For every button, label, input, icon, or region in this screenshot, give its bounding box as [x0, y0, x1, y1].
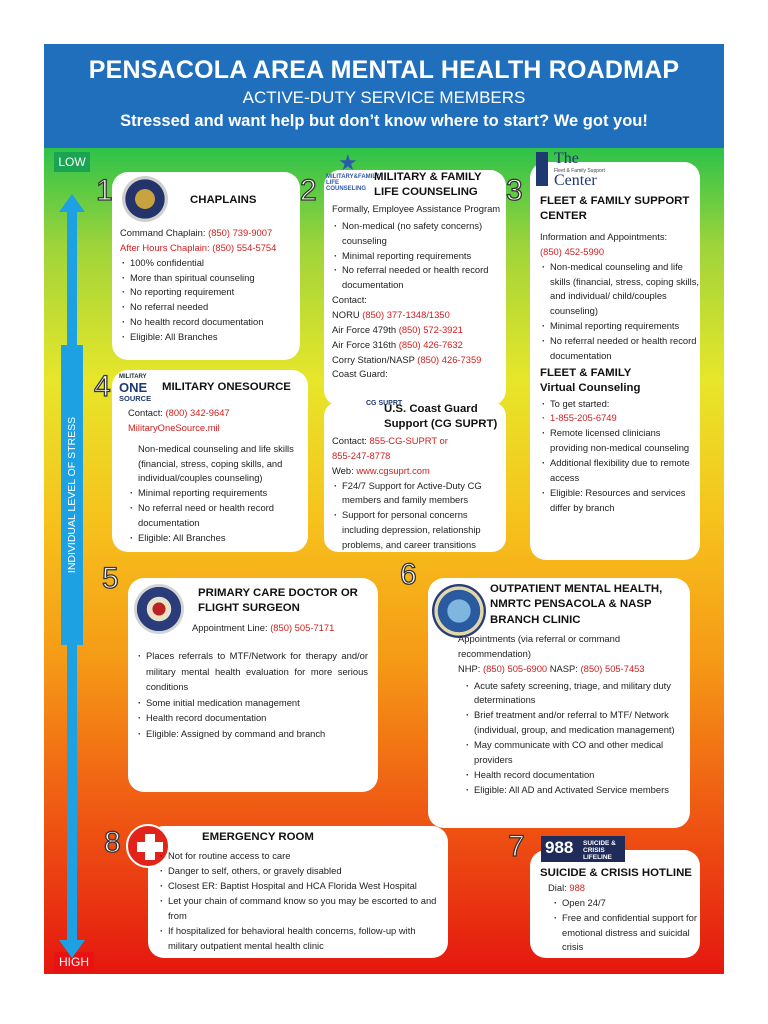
low-tag: LOW [54, 152, 90, 172]
high-tag: HIGH [54, 952, 94, 972]
command-chaplain-phone[interactable]: (850) 739-9007 [208, 227, 273, 238]
lifeline-text [583, 840, 625, 861]
onesource-link[interactable]: MilitaryOneSource.mil [128, 421, 220, 433]
page-subtitle: ACTIVE-DUTY SERVICE MEMBERS [242, 88, 526, 107]
list-item: · Eligible: All AD and Activated Service members [464, 783, 686, 798]
page-title: PENSACOLA AREA MENTAL HEALTH ROADMAP [88, 56, 680, 84]
cgsuprt-body [332, 434, 502, 553]
list-item: · Health record documentation [136, 710, 368, 726]
page-tagline: Stressed and want help but don’t know where to start? We got you! [120, 112, 648, 130]
list-item: · Closest ER: Baptist Hospital and HCA Florida West Hospital [158, 878, 444, 893]
list-item: · Non-medical (no safety concerns) counseling [332, 219, 502, 249]
onesource-phone[interactable]: (800) 342-9647 [165, 407, 230, 418]
roadmap-poster [44, 44, 724, 974]
list-item: · No referral needed or health record documentation [540, 334, 700, 364]
list-item: · Additional flexibility due to remote access [540, 456, 700, 486]
list-item: · F24/7 Support for Active-Duty CG members and family members [332, 479, 502, 509]
list-item: · May communicate with CO and other medical providers [464, 738, 686, 768]
navy-medicine-seal-icon [134, 584, 184, 634]
outpatient-body [458, 632, 686, 797]
contact-phone[interactable]: (850) 572-3921 [398, 323, 463, 335]
list-item: · Remote licensed clinicians providing non-medical counseling [540, 426, 700, 456]
list-item: · Support for personal concerns including depression, relationship problems, and career transitions [332, 508, 502, 553]
list-item: · To get started: [540, 397, 700, 412]
step-number-5: 5 [102, 562, 119, 595]
chaplains-title: CHAPLAINS [190, 194, 257, 206]
step-number-8: 8 [104, 826, 121, 859]
mflc-contact-316 [332, 338, 502, 353]
onesource-list [128, 486, 304, 545]
step-number-4: 4 [94, 370, 111, 403]
mflc-coast-guard-label: Coast Guard: [332, 368, 388, 380]
cgsuprt-link[interactable]: www.cgsuprt.com [356, 464, 430, 476]
logo-word-center: Center [554, 172, 597, 189]
mflc-desc: Formally, Employee Assistance Program [332, 203, 501, 214]
onesource-contact [128, 406, 304, 421]
logo-word-source: SOURCE [119, 394, 152, 403]
fleet-body [540, 230, 700, 515]
list-item: · Not for routine access to care [158, 848, 444, 863]
list-item: · Acute safety screening, triage, and military duty determinations [464, 679, 686, 709]
cgsuprt-phone-alt[interactable]: 855-247-8778 [332, 449, 391, 461]
list-item: · Open 24/7 [552, 896, 698, 911]
mflc-contact-label: Contact: [332, 294, 367, 306]
list-item: · Minimal reporting requirements [332, 249, 502, 264]
mflc-logo-text: MILITARY&FAMILY LIFE COUNSELING [326, 174, 380, 192]
list-item: · Minimal reporting requirements [128, 486, 304, 501]
list-item: · Let your chain of command know so you may be escorted to and from [158, 893, 444, 923]
fleet-virtual-list [540, 397, 700, 516]
hotline-dial [548, 881, 698, 896]
cgsuprt-web [332, 464, 502, 479]
chaplains-list [120, 256, 298, 345]
er-list [158, 848, 444, 953]
star-icon: ★ [338, 150, 358, 175]
fleet-info-label: Information and Appointments: [540, 231, 668, 242]
onesource-intro: Non-medical counseling and life skills (financial, stress, coping skills, and individual/couples counseling) [138, 442, 294, 484]
mflc-title: MILITARY & FAMILY LIFE COUNSELING [374, 171, 482, 199]
lighthouse-icon [536, 152, 548, 186]
logo-word-military: MILITARY [119, 374, 147, 380]
cgsuprt-list [332, 479, 502, 553]
list-item: · Free and confidential support for emotional distress and suicidal crisis [552, 911, 698, 956]
hotline-list [548, 896, 698, 955]
list-item: · Non-medical counseling and life skills (financial, stress, coping skills, and individual/ child/couples counseling) [540, 260, 700, 319]
list-item: · No health record documentation [120, 315, 298, 330]
er-body [158, 848, 444, 953]
list-item: · Places referrals to MTF/Network for therapy and/or military mental health evaluation for more serious conditions [136, 648, 368, 695]
contact-phone[interactable]: (850) 377-1348/1350 [362, 309, 450, 321]
arrow-down-icon [59, 940, 85, 958]
contact-phone[interactable]: (850) 426-7632 [398, 338, 463, 350]
hotline-body [548, 881, 698, 955]
list-item: · Health record documentation [464, 768, 686, 783]
header [44, 44, 724, 148]
nhp-label: NHP: [458, 662, 481, 674]
contact-label: NORU [332, 309, 360, 321]
pcm-body [136, 648, 368, 742]
outpatient-appts: Appointments (via referral or command recommendation) [458, 633, 621, 659]
logo-small-text: Fleet & Family Support [554, 168, 605, 174]
command-chaplain-line [120, 226, 298, 241]
list-item: · No reporting requirement [120, 285, 298, 300]
axis-label: INDIVIDUAL LEVEL OF STRESS [61, 345, 83, 645]
navy-seal-icon [122, 176, 168, 222]
list-item: · Danger to self, others, or gravely disabled [158, 863, 444, 878]
chaplains-body [120, 226, 298, 345]
contact-label: Air Force 479th [332, 323, 397, 335]
lifeline-line1: SUICIDE & CRISIS [583, 840, 616, 855]
step-number-3: 3 [506, 174, 523, 207]
web-label: Web: [332, 464, 354, 476]
cgsuprt-phone[interactable]: 855-CG-SUPRT or [369, 435, 448, 446]
lifeline-logo [541, 836, 625, 862]
fleet-center-logo [532, 150, 612, 190]
fleet-virtual-title: FLEET & FAMILY Virtual Counseling [540, 366, 641, 395]
nasp-label: NASP: [549, 662, 578, 674]
list-item: · More than spiritual counseling [120, 271, 298, 286]
list-item: · Eligible: All Branches [120, 330, 298, 345]
list-item: · 100% confidential [120, 256, 298, 271]
lifeline-line2: LIFELINE [583, 854, 612, 862]
dial-label: Dial: [548, 882, 567, 893]
list-item: · Brief treatment and/or referral to MTF/ Network (individual, group, and medication management) [464, 708, 686, 738]
dial-number[interactable]: 988 [569, 882, 586, 893]
after-hours-line[interactable]: After Hours Chaplain: (850) 554-5754 [120, 241, 277, 253]
nhp-phone[interactable]: (850) 505-6900 [483, 662, 548, 674]
list-item: · No referral needed [120, 300, 298, 315]
mflc-contact-479 [332, 323, 502, 338]
step-number-6: 6 [400, 558, 417, 591]
step-number-1: 1 [96, 174, 113, 207]
fleet-list [540, 260, 700, 364]
pcm-title: PRIMARY CARE DOCTOR OR FLIGHT SURGEON [198, 587, 358, 615]
fleet-phone[interactable]: (850) 452-5990 [540, 245, 605, 257]
mflc-body [332, 202, 502, 382]
contact-label: Air Force 316th [332, 338, 397, 350]
lifeline-number: 988 [545, 838, 574, 857]
cgsuprt-logo: CG SUPRT [366, 400, 403, 407]
fleet-title: FLEET & FAMILY SUPPORT CENTER [540, 195, 690, 223]
step-number-7: 7 [508, 830, 525, 863]
onesource-logo [117, 374, 153, 406]
list-item: · Eligible: All Branches [128, 531, 304, 546]
fleet-virtual-phone[interactable]: · 1-855-205-6749 [540, 411, 700, 426]
contact-phone[interactable]: (850) 426-7359 [417, 353, 482, 365]
logo-word-one: ONE [119, 380, 148, 395]
outpatient-phones [458, 662, 686, 677]
list-item: · If hospitalized for behavioral health concerns, follow-up with military outpatient mental health clinic [158, 923, 444, 953]
outpatient-list [458, 679, 686, 798]
roadmap-body [44, 148, 724, 974]
contact-label: Contact: [332, 435, 367, 446]
appointment-label: Appointment Line: [192, 622, 268, 633]
er-title: EMERGENCY ROOM [202, 831, 314, 843]
onesource-title: MILITARY ONESOURCE [162, 381, 291, 393]
list-item: · Minimal reporting requirements [540, 319, 700, 334]
pcm-appt [192, 622, 334, 633]
list-item: · No referral needed or health record documentation [332, 263, 502, 293]
hotline-title: SUICIDE & CRISIS HOTLINE [540, 867, 692, 879]
list-item: · Some initial medication management [136, 695, 368, 711]
list-item: · Eligible: Assigned by command and branch [136, 726, 368, 742]
onesource-body [128, 406, 304, 546]
list-item: · Eligible: Resources and services differ by branch [540, 486, 700, 516]
mflc-list [332, 219, 502, 293]
mflc-contact-noru [332, 308, 502, 323]
mflc-logo [326, 150, 380, 192]
cgsuprt-contact [332, 434, 502, 449]
outpatient-title: OUTPATIENT MENTAL HEALTH, NMRTC PENSACOLA & NASP BRANCH CLINIC [490, 583, 663, 626]
logo-word-the: The [554, 150, 579, 167]
pcm-list [136, 648, 368, 742]
pcm-phone[interactable]: (850) 505-7171 [270, 622, 335, 633]
list-item: · No referral need or health record documentation [128, 501, 304, 531]
cgsuprt-title: U.S. Coast Guard Support (CG SUPRT) [384, 403, 498, 431]
naval-hospital-seal-icon [432, 584, 486, 638]
step-number-2: 2 [300, 174, 317, 207]
contact-label: Contact: [128, 407, 163, 418]
command-chaplain-label: Command Chaplain: [120, 227, 206, 238]
nasp-phone[interactable]: (850) 505-7453 [580, 662, 645, 674]
contact-label: Corry Station/NASP [332, 353, 415, 365]
mflc-contact-corry [332, 353, 502, 368]
